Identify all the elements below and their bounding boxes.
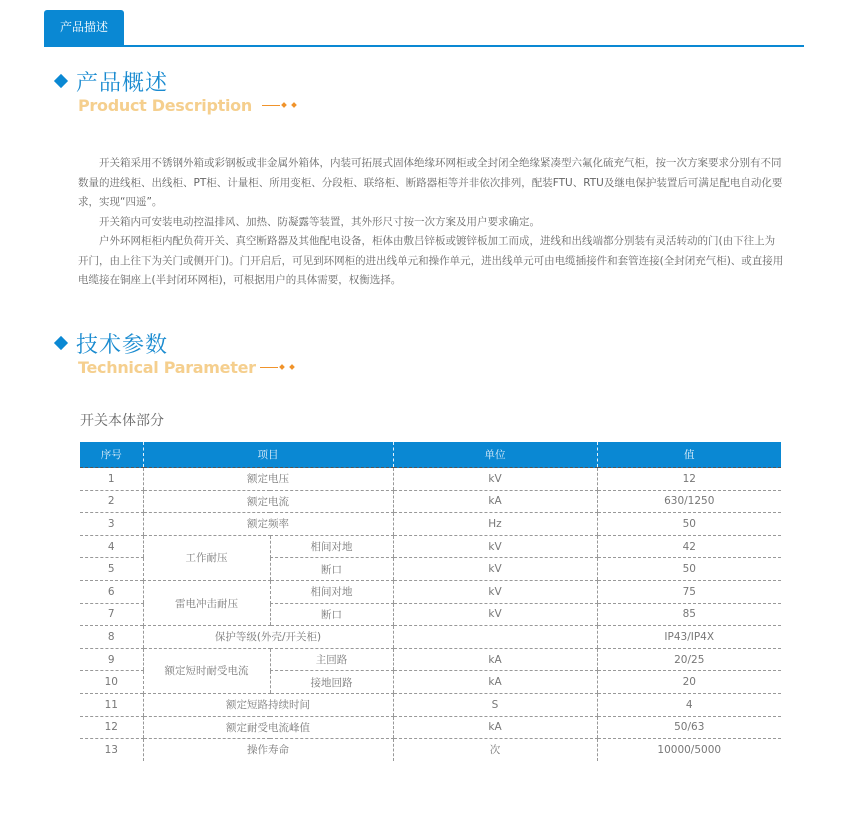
- cell-unit: kV: [393, 535, 597, 558]
- cell-value: 12: [597, 468, 781, 491]
- cell-unit: kV: [393, 558, 597, 581]
- cell-subitem: 相间对地: [270, 535, 393, 558]
- header-no: 序号: [80, 442, 143, 468]
- table-row: [80, 693, 781, 716]
- paragraph: 开关箱内可安装电动控温排风、加热、防凝露等装置，其外形尺寸按一次方案及用户要求确定。: [99, 215, 540, 228]
- header-item: 项目: [143, 442, 393, 468]
- overview-title: 产品概述: [76, 70, 169, 96]
- cell-no: 12: [80, 716, 143, 739]
- parameter-table: [80, 442, 781, 761]
- arrow-dots-icon: [256, 103, 296, 107]
- table-row: [80, 648, 781, 671]
- table-header-row: [80, 442, 781, 468]
- cell-no: 5: [80, 558, 143, 581]
- table-row: [80, 580, 781, 603]
- cell-subitem: 断口: [270, 558, 393, 581]
- cell-no: 10: [80, 671, 143, 694]
- cell-unit: [393, 626, 597, 649]
- cell-no: 1: [80, 468, 143, 491]
- paragraph: 开关箱采用不锈钢外箱或彩钢板或非金属外箱体，内装可拓展式固体绝缘环网柜或全封闭全绝缘紧凑型六氟化硫充气柜，按一次方案要求分别有不同数量的进线柜、出线柜、PT柜、计量柜、所用变柜、分段柜、联络柜、断路器柜等并非依次排列，配装FTU、RTU及继电保护装置后可满足配电自动化要求，实现“四遥”。: [78, 157, 783, 208]
- cell-group: 额定短时耐受电流: [143, 648, 270, 693]
- cell-item: 额定耐受电流峰值: [143, 716, 393, 739]
- cell-unit: kV: [393, 468, 597, 491]
- cell-unit: Hz: [393, 513, 597, 536]
- cell-value: 50: [597, 558, 781, 581]
- tab-bar: [44, 10, 804, 47]
- table-row: [80, 468, 781, 491]
- params-subtitle: Technical Parameter: [78, 357, 256, 377]
- cell-item: 额定频率: [143, 513, 393, 536]
- overview-heading: [56, 66, 296, 114]
- cell-subitem: 断口: [270, 603, 393, 626]
- cell-item: 保护等级(外壳/开关柜): [143, 626, 393, 649]
- header-value: 值: [597, 442, 781, 468]
- cell-value: 20: [597, 671, 781, 694]
- arrow-dots-icon: [260, 365, 294, 369]
- cell-no: 9: [80, 648, 143, 671]
- cell-unit: S: [393, 693, 597, 716]
- switch-body-subheading: 开关本体部分: [80, 413, 164, 429]
- cell-no: 3: [80, 513, 143, 536]
- table-row: [80, 513, 781, 536]
- cell-item: 额定电流: [143, 490, 393, 513]
- cell-value: 50/63: [597, 716, 781, 739]
- cell-item: 额定电压: [143, 468, 393, 491]
- cell-value: 50: [597, 513, 781, 536]
- cell-unit: kV: [393, 603, 597, 626]
- diamond-bullet-icon: [54, 336, 68, 350]
- cell-unit: kV: [393, 580, 597, 603]
- paragraph: 户外环网柜柜内配负荷开关、真空断路器及其他配电设备，柜体由敷吕锌板或镀锌板加工而成，进线和出线端都分别装有灵活转动的门(由下往上为开门，由上往下为关门或侧开门)。门开启后，可见到环网柜的进出线单元和操作单元，进出线单元可由电缆插接件和套管连接(全封闭充气柜)、或直接用电缆接在铜座上(半封闭环网柜)，可根据用户的具体需要，权衡选择。: [78, 235, 784, 286]
- diamond-bullet-icon: [54, 74, 68, 88]
- cell-no: 8: [80, 626, 143, 649]
- table-row: [80, 535, 781, 558]
- overview-description: [78, 154, 784, 291]
- cell-value: 4: [597, 693, 781, 716]
- cell-unit: 次: [393, 739, 597, 761]
- table-row: [80, 490, 781, 513]
- cell-item: 额定短路持续时间: [143, 693, 393, 716]
- cell-group: 雷电冲击耐压: [143, 580, 270, 625]
- tab-product-description[interactable]: 产品描述: [44, 10, 124, 45]
- params-title: 技术参数: [76, 332, 169, 358]
- table-row: [80, 626, 781, 649]
- cell-no: 13: [104, 743, 118, 756]
- cell-value: 75: [597, 580, 781, 603]
- cell-no: 7: [80, 603, 143, 626]
- cell-item: 操作寿命: [143, 739, 393, 761]
- cell-value: 42: [597, 535, 781, 558]
- cell-subitem: 相间对地: [270, 580, 393, 603]
- table-row: [80, 739, 781, 761]
- params-heading: [56, 328, 294, 376]
- cell-unit: kA: [393, 716, 597, 739]
- cell-no: 4: [80, 535, 143, 558]
- header-unit: 单位: [393, 442, 597, 468]
- cell-value: 10000/5000: [597, 739, 781, 761]
- cell-group: 工作耐压: [143, 535, 270, 580]
- cell-unit: kA: [393, 671, 597, 694]
- table-row: [80, 716, 781, 739]
- overview-subtitle: Product Description: [78, 95, 252, 115]
- cell-no: 2: [80, 490, 143, 513]
- cell-no: 11: [80, 693, 143, 716]
- cell-value: IP43/IP4X: [597, 626, 781, 649]
- cell-value: 20/25: [597, 648, 781, 671]
- cell-no: 6: [80, 580, 143, 603]
- cell-subitem: 主回路: [270, 648, 393, 671]
- cell-unit: kA: [393, 490, 597, 513]
- cell-value: 630/1250: [597, 490, 781, 513]
- cell-unit: kA: [393, 648, 597, 671]
- cell-value: 85: [597, 603, 781, 626]
- cell-subitem: 接地回路: [270, 671, 393, 694]
